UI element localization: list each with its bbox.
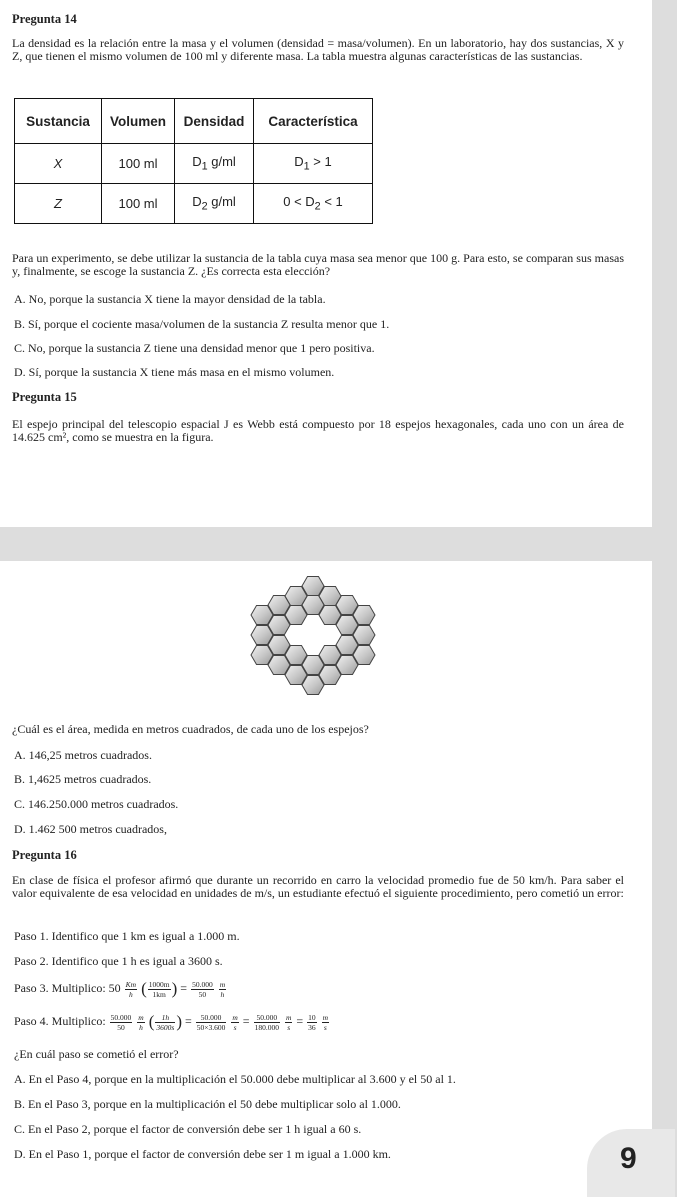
feature-pre: 0 < D <box>283 194 315 210</box>
paren-open: ( <box>141 979 147 998</box>
paren-open: ( <box>148 1012 155 1031</box>
feature-subscript: 1 <box>303 160 310 173</box>
option-d[interactable]: D. En el Paso 1, porque el factor de conversión debe ser 1 m igual a 1.000 km. <box>14 1147 391 1161</box>
step-4-label: Paso 4. Multiplico: <box>14 1013 106 1028</box>
table-row <box>15 184 373 224</box>
page-number: 9 <box>620 1142 637 1175</box>
table-cell: 100 ml <box>102 144 175 184</box>
table-cell <box>254 184 373 224</box>
table-header: Característica <box>254 99 373 144</box>
fraction: $\frac{m}{s}$ <box>232 1012 238 1032</box>
fraction: $\frac{10}{36}$ <box>308 1012 316 1032</box>
page-edge <box>652 0 677 1197</box>
fraction: $\frac{1000m}{1km}$ <box>148 979 170 999</box>
paren-close: ) <box>176 1012 182 1031</box>
option-b[interactable]: B. Sí, porque el cociente masa/volumen de la sustancia Z resulta menor que 1. <box>14 317 390 331</box>
option-d[interactable]: D. 1.462 500 metros cuadrados, <box>14 822 167 836</box>
table-header: Densidad <box>175 99 254 144</box>
feature-subscript: 2 <box>314 200 321 213</box>
equals-sign: = <box>242 1013 250 1028</box>
fraction: $\frac{50.000}{180.000}$ <box>254 1012 279 1032</box>
step-2: Paso 2. Identifico que 1 h es igual a 3600 s. <box>14 954 223 968</box>
question-14-title: Pregunta 14 <box>12 12 77 26</box>
equals-sign: = <box>296 1013 304 1028</box>
question-15-intro: El espejo principal del telescopio espacial J es Webb está compuesto por 18 espejos hexagonales, cada uno con un área de 14.625 cm², como se muestra en la figura. <box>12 417 624 444</box>
density-unit: g/ml <box>207 194 236 210</box>
density-symbol: D <box>192 194 202 210</box>
table-cell <box>15 184 102 224</box>
table-cell <box>175 184 254 224</box>
question-14-stem: Para un experimento, se debe utilizar la sustancia de la tabla cuya masa sea menor que 100 g. Para esto, se comparan sus masas y, finalmente, se escoge la sustancia Z. ¿Es correcta esta elección? <box>12 251 624 278</box>
page-separator <box>0 527 677 561</box>
paren-close: ) <box>171 979 178 998</box>
density-symbol: D <box>192 154 202 170</box>
fraction: $\frac{50.000}{50\times 3.600}$ <box>196 1012 226 1032</box>
option-a[interactable]: A. En el Paso 4, porque en la multiplicación el 50.000 debe multiplicar al 3.600 y el 50 al 1. <box>14 1072 456 1086</box>
fraction: $\frac{m}{s}$ <box>322 1012 329 1032</box>
question-15-stem: ¿Cuál es el área, medida en metros cuadrados, de cada uno de los espejos? <box>12 722 369 736</box>
fraction: $\frac{50.000}{50}$ <box>110 1012 132 1032</box>
fraction: $\frac{Km}{h}$ <box>125 979 137 999</box>
mirror-segment <box>302 676 324 695</box>
fraction: $\frac{m}{s}$ <box>285 1012 292 1032</box>
table-cell <box>175 144 254 184</box>
table-cell <box>15 144 102 184</box>
table-cell: 100 ml <box>102 184 175 224</box>
density-table <box>14 98 373 224</box>
step-1: Paso 1. Identifico que 1 km es igual a 1.000 m. <box>14 929 240 943</box>
feature-pre: D <box>294 154 304 170</box>
equals-sign: = <box>184 1013 192 1028</box>
feature-post: < 1 <box>320 194 343 210</box>
question-16-title: Pregunta 16 <box>12 848 77 862</box>
density-unit: g/ml <box>207 154 236 170</box>
substance-x: X <box>53 156 63 171</box>
table-header: Sustancia <box>15 99 102 144</box>
option-b[interactable]: B. En el Paso 3, porque en la multiplicación el 50 debe multiplicar solo al 1.000. <box>14 1097 401 1111</box>
option-c[interactable]: C. No, porque la sustancia Z tiene una densidad menor que 1 pero positiva. <box>14 341 375 355</box>
table-row <box>15 144 373 184</box>
option-c[interactable]: C. 146.250.000 metros cuadrados. <box>14 797 179 811</box>
fraction: $\frac{m}{h}$ <box>219 979 226 999</box>
equals-sign: = <box>180 980 188 995</box>
step-3 <box>14 979 227 999</box>
table-header: Volumen <box>102 99 175 144</box>
option-d[interactable]: D. Sí, porque la sustancia X tiene más masa en el mismo volumen. <box>14 365 335 379</box>
density-subscript: 2 <box>201 200 208 213</box>
question-16-stem: ¿En cuál paso se cometió el error? <box>14 1047 179 1061</box>
feature-post: > 1 <box>309 154 332 170</box>
option-c[interactable]: C. En el Paso 2, porque el factor de conversión debe ser 1 h igual a 60 s. <box>14 1122 362 1136</box>
step-3-label: Paso 3. Multiplico: 50 <box>14 980 121 995</box>
substance-z: Z <box>54 196 62 211</box>
table-header-row <box>15 99 373 144</box>
question-15-title: Pregunta 15 <box>12 390 77 404</box>
fraction: $\frac{m}{h}$ <box>138 1012 144 1032</box>
question-14-intro: La densidad es la relación entre la masa y el volumen (densidad = masa/volumen). En un laboratorio, hay dos sustancias, X y Z, que tienen el mismo volumen de 100 ml y diferente masa. La tabla muestra algunas características de las sustancias. <box>12 36 624 63</box>
option-a[interactable]: A. 146,25 metros cuadrados. <box>14 748 152 762</box>
page-number-tab <box>587 1129 675 1197</box>
question-16-intro: En clase de física el profesor afirmó que durante un recorrido en carro la velocidad promedio fue de 50 km/h. Para saber el valor equivalente de esa velocidad en unidades de m/s, un estudiante efectuó el siguiente procedimiento, pero cometió un error: <box>12 873 624 900</box>
fraction: $\frac{50.000}{50}$ <box>192 979 213 999</box>
fraction: $\frac{1h}{3600s}$ <box>156 1012 175 1032</box>
table-cell <box>254 144 373 184</box>
step-4 <box>14 1012 330 1032</box>
option-a[interactable]: A. No, porque la sustancia X tiene la mayor densidad de la tabla. <box>14 292 326 306</box>
hexagonal-mirror-figure <box>248 572 378 700</box>
option-b[interactable]: B. 1,4625 metros cuadrados. <box>14 772 152 786</box>
density-subscript: 1 <box>201 160 208 173</box>
